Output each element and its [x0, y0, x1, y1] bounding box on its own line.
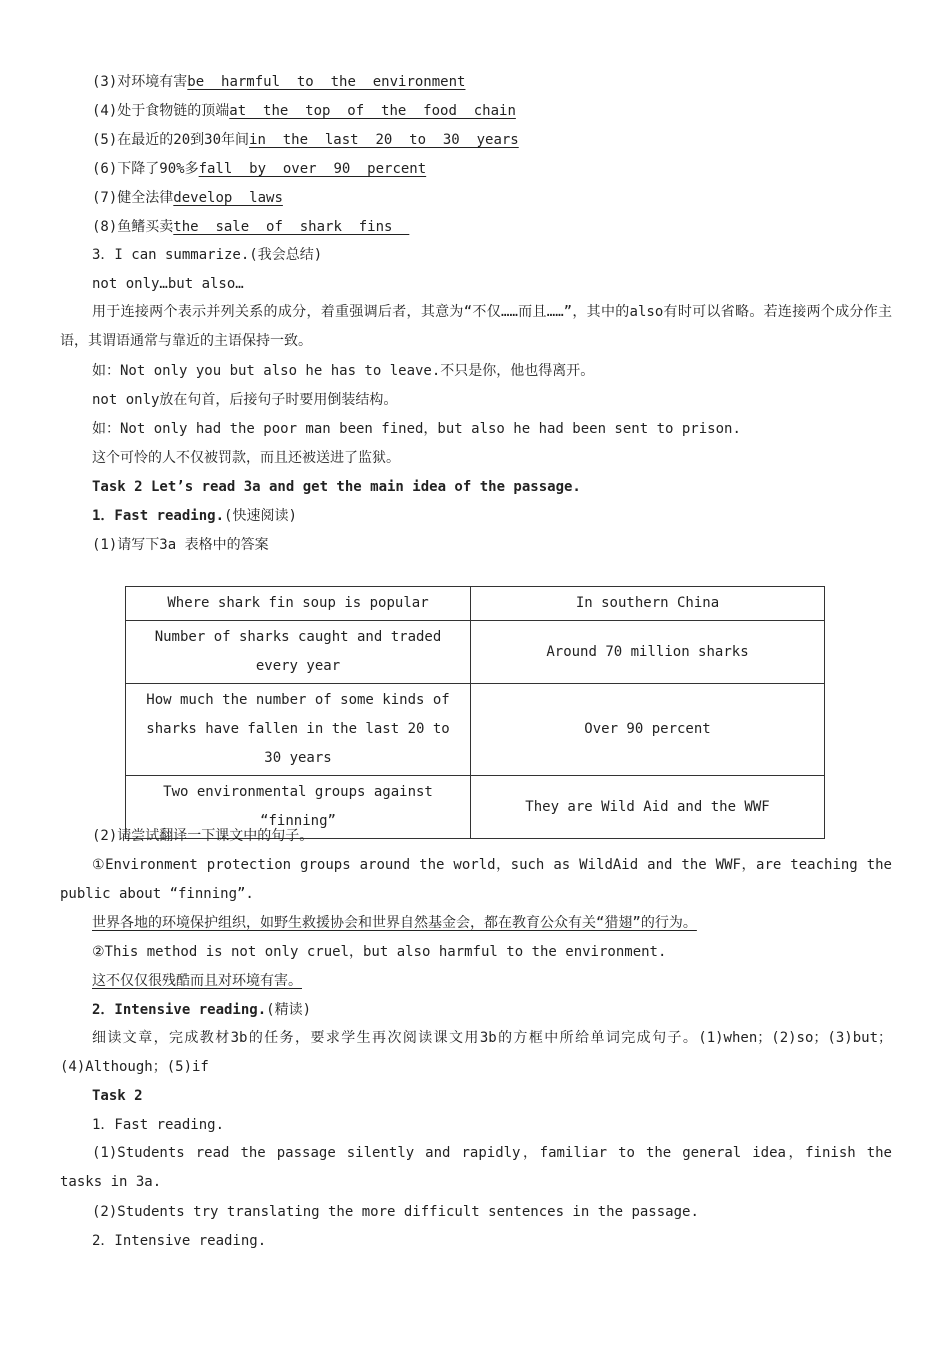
answer-table [125, 586, 825, 839]
answer: fall by over 90 percent [198, 161, 427, 177]
example-translation: 这个可怜的人不仅被罚款，而且还被送进了监狱。 [92, 450, 400, 466]
example: 如：Not only you but also he has to leave.不只是你，他也得离开。 [92, 363, 595, 379]
subsection-title: 2．Intensive reading.(精读) [92, 1002, 312, 1018]
phrase-line: (3)对环境有害be harmful to the environment [92, 74, 466, 90]
question: (1)请写下3a 表格中的答案 [92, 537, 269, 553]
section-title: 3．I can summarize.(我会总结) [92, 247, 323, 263]
paragraph: 细读文章，完成教材3b的任务，要求学生再次阅读课文用3b的方框中所给单词完成句子。(1)when；(2)so；(3)but；(4)Although；(5)if [60, 1030, 892, 1075]
table-row: Where shark fin soup is popular In southern China [126, 587, 825, 621]
subsection-title: 1．Fast reading.(快速阅读) [92, 508, 297, 524]
paragraph: (1)Students read the passage silently and rapidly，familiar to the general idea，finish the tasks in 3a. [60, 1145, 892, 1190]
translation: 这不仅仅很残酷而且对环境有害。 [92, 973, 302, 989]
subsection-title: 2．Intensive reading. [92, 1233, 267, 1249]
table-row: Number of sharks caught and traded every year Around 70 million sharks [126, 621, 825, 684]
answer: be harmful to the environment [187, 74, 466, 90]
paragraph: 用于连接两个表示并列关系的成分，着重强调后者，其意为“不仅……而且……”，其中的also有时可以省略。若连接两个成分作主语，其谓语通常与靠近的主语保持一致。 [60, 304, 892, 349]
task-title: Task 2 Let’s read 3a and get the main idea of the passage. [92, 479, 581, 495]
phrase-line: (8)鱼鳍买卖the sale of shark fins [92, 219, 410, 235]
answer: develop laws [173, 190, 283, 206]
example: 如：Not only had the poor man been fined，but also he had been sent to prison. [92, 421, 741, 437]
table-row: Two environmental groups against “finning” They are Wild Aid and the WWF [126, 776, 825, 839]
sentence: ②This method is not only cruel，but also harmful to the environment. [92, 944, 667, 960]
paragraph: (2)Students try translating the more difficult sentences in the passage. [92, 1204, 699, 1220]
phrase-line: (6)下降了90%多fall by over 90 percent [92, 161, 427, 177]
table-row: How much the number of some kinds of sharks have fallen in the last 20 to 30 years Over 90 percent [126, 684, 825, 776]
answer: in the last 20 to 30 years [249, 132, 519, 148]
answer: at the top of the food chain [229, 103, 516, 119]
phrase-line: (7)健全法律develop laws [92, 190, 283, 206]
note: not only放在句首，后接句子时要用倒装结构。 [92, 392, 398, 408]
phrase-heading: not only…but also… [92, 276, 244, 292]
answer: the sale of shark fins [173, 219, 410, 235]
sentence: ①Environment protection groups around the world，such as WildAid and the WWF，are teaching the public about “finning”. [60, 857, 892, 902]
task-title: Task 2 [92, 1088, 143, 1104]
question: (2)请尝试翻译一下课文中的句子。 [92, 828, 314, 844]
translation: 世界各地的环境保护组织，如野生救援协会和世界自然基金会，都在教育公众有关“猎翅”的行为。 [92, 915, 697, 931]
subsection-title: 1．Fast reading. [92, 1117, 225, 1133]
phrase-line: (5)在最近的20到30年间in the last 20 to 30 years [92, 132, 519, 148]
phrase-line: (4)处于食物链的顶端at the top of the food chain [92, 103, 516, 119]
